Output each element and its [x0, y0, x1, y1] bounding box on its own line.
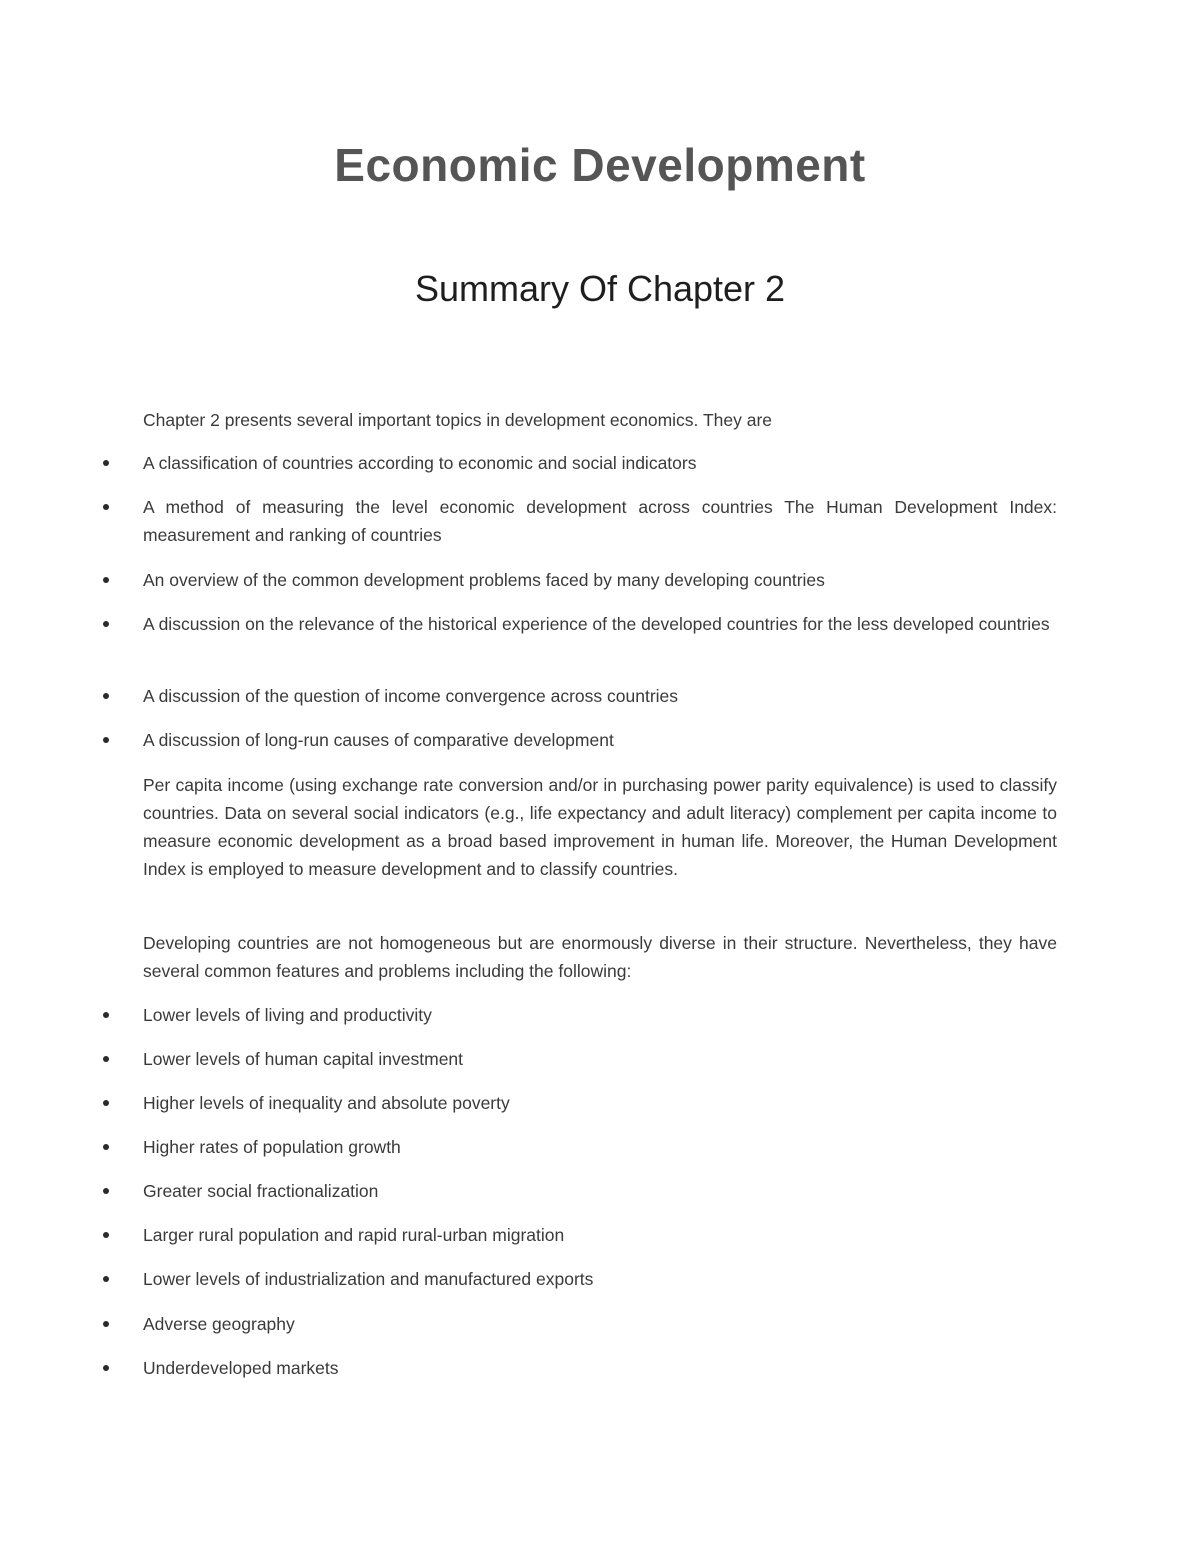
list-item: [143, 493, 1057, 549]
list-item: [143, 682, 1057, 710]
list-item: [143, 1177, 1057, 1205]
list-item: [143, 610, 1057, 638]
document-subtitle: Summary Of Chapter 2: [414, 268, 786, 309]
list-item: [143, 1221, 1057, 1249]
bullet-icon: [103, 693, 109, 699]
bullet-icon: [103, 460, 109, 466]
list-item-text: A discussion on the relevance of the historical experience of the developed countries for the less developed countries: [143, 614, 1050, 634]
bullet-icon: [103, 737, 109, 743]
list-item-text: Lower levels of industrialization and manufactured exports: [143, 1269, 594, 1289]
bullet-icon: [103, 504, 109, 510]
list-item-text: Higher rates of population growth: [143, 1137, 401, 1157]
list-item-text: A method of measuring the level economic development across countries The Human Development Index: measurement and ranking of countries: [143, 497, 1057, 545]
list-item-text: Larger rural population and rapid rural-urban migration: [143, 1225, 565, 1245]
list-item: [143, 1089, 1057, 1117]
bullet-icon: [103, 1365, 109, 1371]
bullet-icon: [103, 577, 109, 583]
bullet-icon: [103, 1232, 109, 1238]
bullet-icon: [103, 1188, 109, 1194]
list-item: [143, 726, 1057, 754]
list-item-text: Lower levels of human capital investment: [143, 1049, 464, 1069]
list-item: [143, 1265, 1057, 1293]
bullet-icon: [103, 1276, 109, 1282]
list-item-text: Underdeveloped markets: [143, 1358, 339, 1378]
list-item-text: Higher levels of inequality and absolute poverty: [143, 1093, 510, 1113]
list-item-text: Adverse geography: [143, 1314, 295, 1334]
list-item: [143, 1133, 1057, 1161]
paragraph-developing-countries: Developing countries are not homogeneous but are enormously diverse in their structure. Nevertheless, they have several common features and problems including the following:: [143, 933, 1057, 981]
list-item: [143, 1045, 1057, 1073]
list-item-text: A classification of countries according to economic and social indicators: [143, 453, 697, 473]
bullet-icon: [103, 621, 109, 627]
list-item-text: An overview of the common development problems faced by many developing countries: [143, 570, 825, 590]
bullet-icon: [103, 1100, 109, 1106]
list-item-text: Lower levels of living and productivity: [143, 1005, 432, 1025]
bullet-icon: [103, 1012, 109, 1018]
list-item: [143, 1001, 1057, 1029]
list-item: [143, 566, 1057, 594]
bullet-icon: [103, 1144, 109, 1150]
intro-paragraph: Chapter 2 presents several important topics in development economics. They are: [143, 410, 773, 430]
paragraph-per-capita: Per capita income (using exchange rate conversion and/or in purchasing power parity equivalence) is used to classify countries. Data on several social indicators (e.g., life expectancy and adult literacy) complement per capita income to measure economic development as a broad based improvement in human life. Moreover, the Human Development Index is employed to measure development and to classify countries.: [143, 775, 1057, 879]
bullet-icon: [103, 1056, 109, 1062]
list-item: [143, 1310, 1057, 1338]
list-item-text: A discussion of long-run causes of comparative development: [143, 730, 614, 750]
list-item-text: Greater social fractionalization: [143, 1181, 379, 1201]
list-item: [143, 449, 1057, 477]
bullet-icon: [103, 1321, 109, 1327]
list-item: [143, 1354, 1057, 1382]
list-item-text: A discussion of the question of income convergence across countries: [143, 686, 679, 706]
document-title: Economic Development: [334, 139, 866, 191]
